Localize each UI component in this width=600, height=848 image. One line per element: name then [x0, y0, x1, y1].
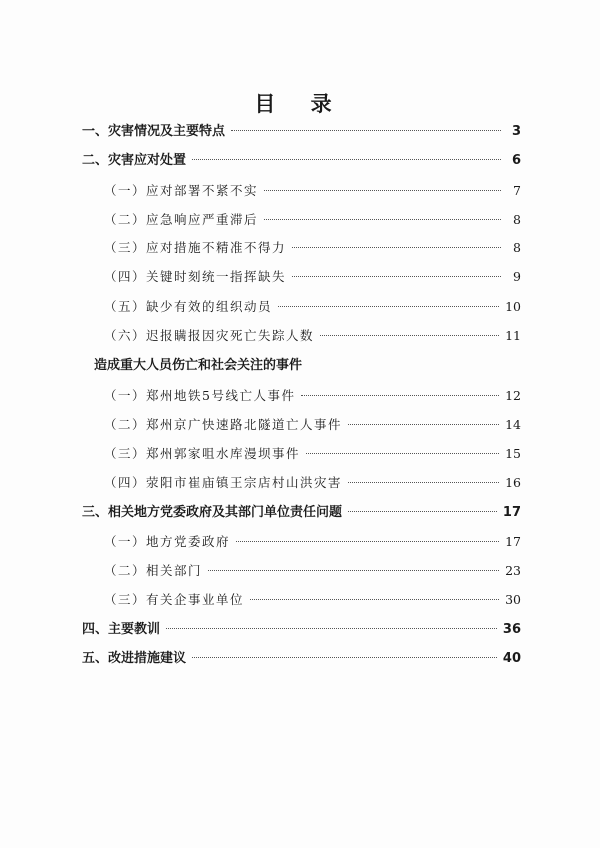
toc-entry-label: （三）有关企事业单位	[104, 592, 245, 607]
toc-entry-label: （二）相关部门	[104, 563, 203, 578]
toc-section-heading[interactable]: 造成重大人员伤亡和社会关注的事件	[94, 358, 303, 373]
leader-dots	[264, 190, 501, 191]
toc-entry[interactable]	[104, 561, 521, 581]
toc-entry[interactable]	[82, 122, 521, 142]
toc-entry[interactable]	[104, 326, 521, 346]
toc-entry-page: 6	[511, 153, 521, 168]
toc-entry[interactable]	[104, 210, 521, 230]
toc-entry[interactable]	[104, 238, 521, 258]
leader-dots	[292, 247, 501, 248]
leader-dots	[348, 482, 499, 483]
toc-entry[interactable]	[82, 503, 521, 523]
toc-entry[interactable]	[104, 590, 521, 610]
toc-entry-page: 17	[505, 534, 521, 549]
toc-entry-page: 23	[505, 563, 521, 578]
toc-entry[interactable]	[104, 415, 521, 435]
toc-entry-label: （一）应对部署不紧不实	[104, 183, 259, 198]
toc-entry[interactable]	[104, 473, 521, 493]
toc-entry[interactable]	[82, 151, 521, 171]
toc-entry-label: （三）郑州郭家咀水库漫坝事件	[104, 446, 301, 461]
leader-dots	[301, 395, 499, 396]
toc-entry-label: 五、改进措施建议	[82, 651, 187, 666]
toc-entry-page: 3	[511, 124, 521, 139]
toc-entry-label: （一）郑州地铁5号线亡人事件	[104, 388, 296, 403]
toc-entry[interactable]	[104, 532, 521, 552]
toc-entry-label: （二）郑州京广快速路北隧道亡人事件	[104, 417, 343, 432]
leader-dots	[292, 276, 501, 277]
leader-dots	[306, 453, 499, 454]
toc-entry-label: 二、灾害应对处置	[82, 153, 187, 168]
leader-dots	[236, 541, 499, 542]
toc-entry[interactable]	[104, 444, 521, 464]
toc-entry[interactable]	[104, 267, 521, 287]
toc-entry-page: 10	[505, 299, 521, 314]
leader-dots	[278, 306, 499, 307]
toc-entry-page: 14	[505, 417, 521, 432]
toc-entry[interactable]	[104, 386, 521, 406]
toc-entry-label: 三、相关地方党委政府及其部门单位责任问题	[82, 505, 343, 520]
toc-entry-page: 8	[513, 240, 521, 255]
leader-dots	[208, 570, 499, 571]
toc-entry-label: （三）应对措施不精准不得力	[104, 240, 287, 255]
toc-entry-page: 8	[513, 212, 521, 227]
toc-entry-page: 17	[502, 505, 521, 520]
toc-entry-page: 12	[505, 388, 521, 403]
leader-dots	[348, 511, 497, 512]
toc-entry-page: 30	[505, 592, 521, 607]
toc-entry[interactable]	[104, 181, 521, 201]
leader-dots	[192, 657, 497, 658]
toc-entry-page: 36	[502, 622, 521, 637]
toc-entry-label: （四）荥阳市崔庙镇王宗店村山洪灾害	[104, 475, 343, 490]
toc-entry-page: 7	[513, 183, 521, 198]
toc-entry-label: （二）应急响应严重滞后	[104, 212, 259, 227]
leader-dots	[320, 335, 499, 336]
toc-entry[interactable]	[82, 649, 521, 669]
leader-dots	[166, 628, 497, 629]
toc-entry-label: （六）迟报瞒报因灾死亡失踪人数	[104, 328, 315, 343]
toc-entry[interactable]	[104, 297, 521, 317]
toc-entry-label: （五）缺少有效的组织动员	[104, 299, 273, 314]
toc-entry-label: （四）关键时刻统一指挥缺失	[104, 269, 287, 284]
toc-entry-page: 11	[505, 328, 521, 343]
toc-entry[interactable]	[82, 620, 521, 640]
toc-entry-label: 一、灾害情况及主要特点	[82, 124, 226, 139]
toc-entry-page: 15	[505, 446, 521, 461]
toc-entry-page: 9	[513, 269, 521, 284]
leader-dots	[264, 219, 501, 220]
toc-entry-label: 四、主要教训	[82, 622, 161, 637]
toc-entry-label: （一）地方党委政府	[104, 534, 231, 549]
leader-dots	[250, 599, 499, 600]
toc-entry-page: 16	[505, 475, 521, 490]
toc-entry-page: 40	[502, 651, 521, 666]
leader-dots	[231, 130, 501, 131]
toc-title: 目 录	[254, 92, 346, 116]
leader-dots	[192, 159, 501, 160]
leader-dots	[348, 424, 499, 425]
